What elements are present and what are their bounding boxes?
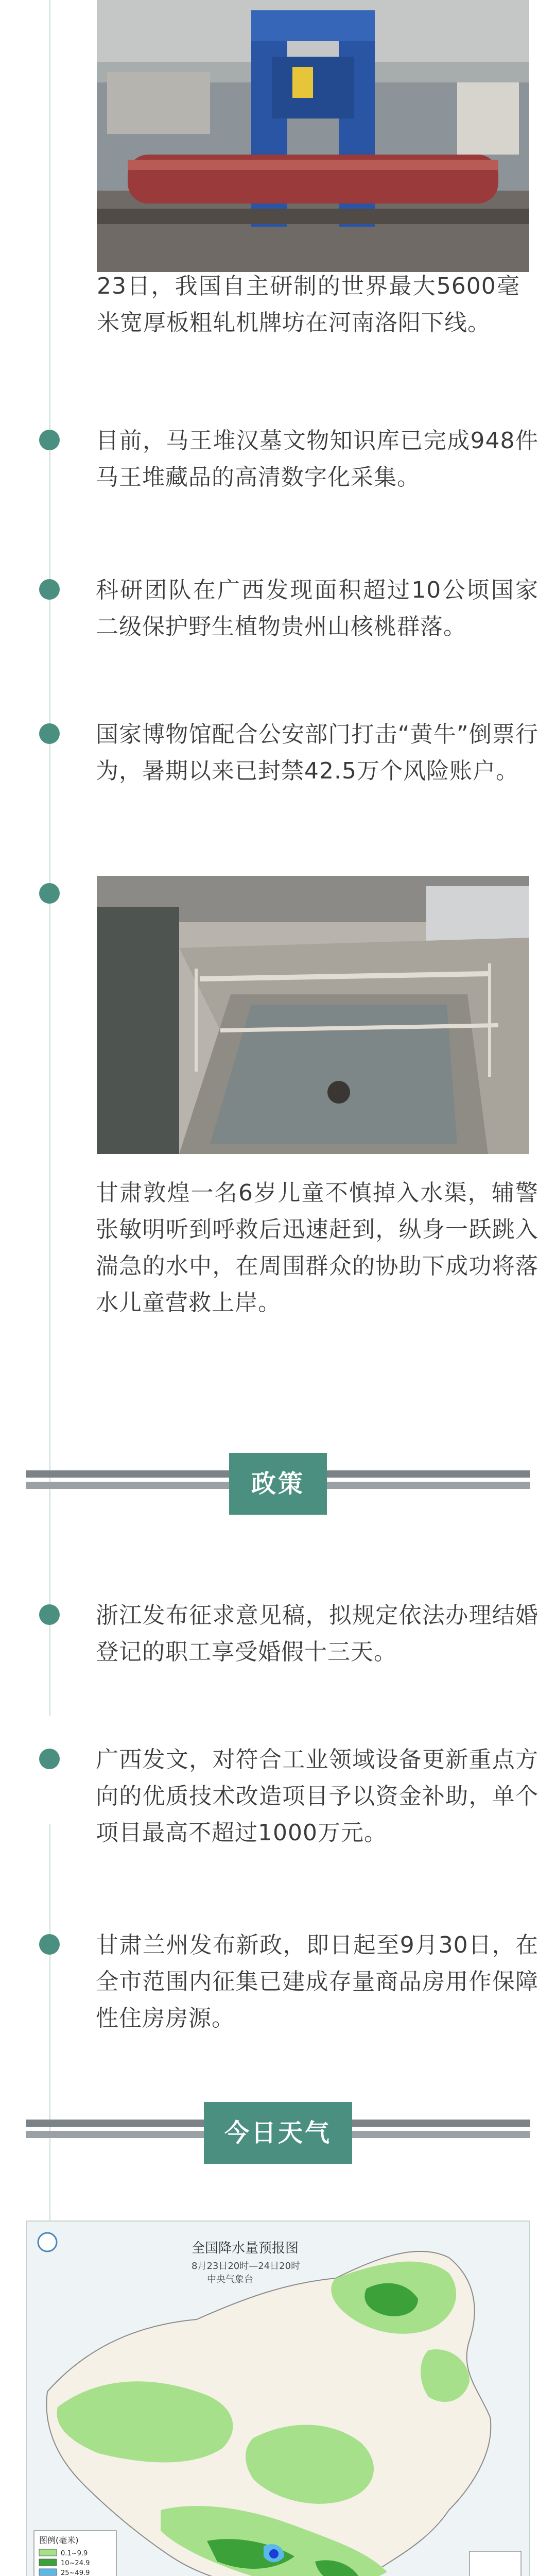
rolling-mill-photo bbox=[97, 0, 529, 272]
timeline-dot bbox=[39, 723, 60, 744]
timeline-dot bbox=[39, 1934, 60, 1955]
news-text: 目前，马王堆汉墓文物知识库已完成948件马王堆藏品的高清数字化采集。 bbox=[96, 428, 538, 490]
map-title: 全国降水量预报图 bbox=[192, 2241, 299, 2256]
policy-text: 广西发文，对符合工业领域设备更新重点方向的优质技术改造项目予以资金补助，单个项目最高不超过1000万元。 bbox=[96, 1747, 538, 1846]
canal-rescue-photo bbox=[97, 876, 529, 1154]
timeline-dot bbox=[39, 883, 60, 904]
section-title: 政策 bbox=[229, 1453, 327, 1515]
legend-swatch bbox=[39, 2559, 57, 2566]
news-text: 科研团队在广西发现面积超过10公顷国家二级保护野生植物贵州山核桃群落。 bbox=[96, 577, 538, 640]
news-text: 国家博物馆配合公安部门打击“黄牛”倒票行为，暑期以来已封禁42.5万个风险账户。 bbox=[96, 721, 538, 784]
section-header-policy bbox=[26, 1453, 530, 1515]
legend-label: 0.1~9.9 bbox=[61, 2550, 88, 2557]
news-text: 甘肃敦煌一名6岁儿童不慎掉入水渠，辅警张敏明听到呼救后迅速赶到，纵身一跃跳入湍急的水中，在周围群众的协助下成功将落水儿童营救上岸。 bbox=[96, 1180, 538, 1316]
legend-swatch bbox=[39, 2549, 57, 2556]
precipitation-map bbox=[26, 2221, 530, 2576]
map-subtitle: 8月23日20时—24日20时 bbox=[192, 2261, 301, 2272]
legend-swatch bbox=[39, 2569, 57, 2575]
legend-title: 图例(毫米) bbox=[39, 2535, 79, 2545]
timeline-dot bbox=[39, 1604, 60, 1625]
legend-label: 10~24.9 bbox=[61, 2560, 90, 2567]
south-china-sea-inset bbox=[470, 2551, 521, 2576]
section-title: 今日天气 bbox=[204, 2102, 352, 2164]
cma-logo bbox=[38, 2233, 57, 2251]
timeline-dot bbox=[39, 430, 60, 450]
timeline-dot bbox=[39, 1749, 60, 1769]
policy-text: 浙江发布征求意见稿，拟规定依法办理结婚登记的职工享受婚假十三天。 bbox=[96, 1602, 538, 1665]
legend-label: 25~49.9 bbox=[61, 2569, 90, 2576]
timeline-dot bbox=[39, 579, 60, 600]
policy-text: 甘肃兰州发布新政，即日起至9月30日，在全市范围内征集已建成存量商品房用作保障性住房房源。 bbox=[96, 1932, 538, 2031]
map-issuer: 中央气象台 bbox=[207, 2274, 253, 2285]
section-header-weather bbox=[26, 2102, 530, 2164]
news-text: 23日，我国自主研制的世界最大5600毫米宽厚板粗轧机牌坊在河南洛阳下线。 bbox=[97, 273, 520, 336]
